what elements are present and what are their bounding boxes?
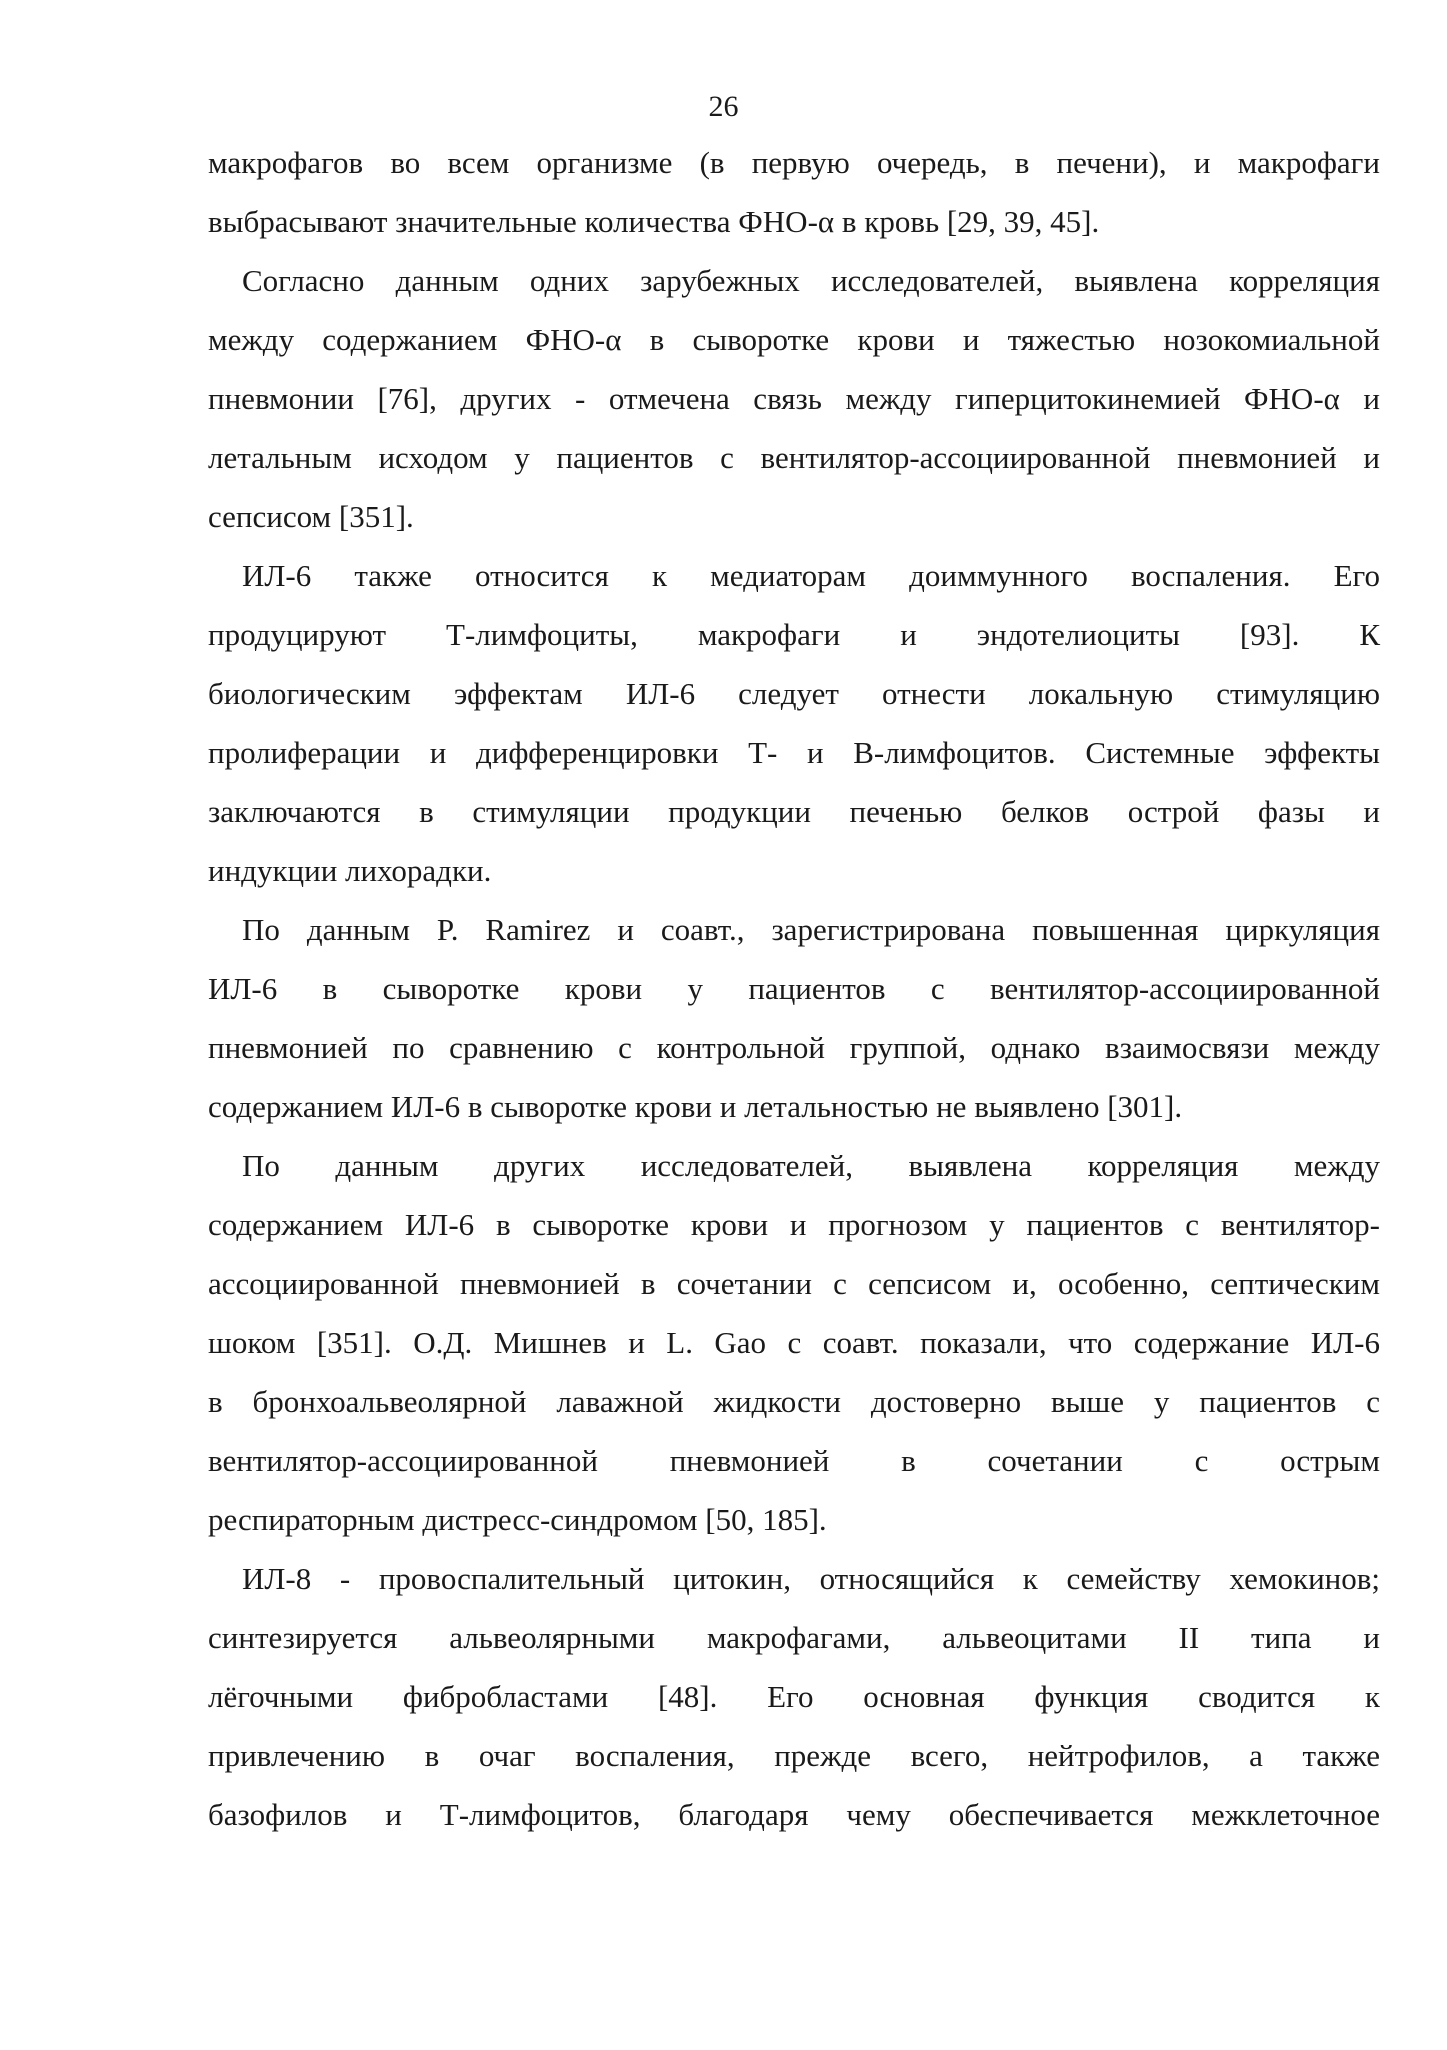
text-line: синтезируется альвеолярными макрофагами, альвеоцитами II типа и <box>208 1620 1380 1655</box>
page-number: 26 <box>708 90 739 123</box>
text-line: пролиферации и дифференцировки Т- и В-лимфоцитов. Системные эффекты <box>208 735 1380 770</box>
paragraph <box>208 133 1380 251</box>
text-line: респираторным дистресс-синдромом [50, 185]. <box>208 1502 827 1537</box>
text-line: сепсисом [351]. <box>208 499 414 534</box>
text-line: ИЛ-6 также относится к медиаторам доиммунного воспаления. Его <box>242 558 1380 593</box>
paragraph <box>208 1136 1380 1549</box>
text-line: в бронхоальвеолярной лаважной жидкости достоверно выше у пациентов с <box>208 1384 1380 1419</box>
text-line: привлечению в очаг воспаления, прежде всего, нейтрофилов, а также <box>208 1738 1380 1773</box>
body-text <box>208 133 1380 1844</box>
text-line: биологическим эффектам ИЛ-6 следует отнести локальную стимуляцию <box>208 676 1380 711</box>
text-line: летальным исходом у пациентов с вентилятор-ассоциированной пневмонией и <box>208 440 1380 475</box>
text-line: Согласно данным одних зарубежных исследователей, выявлена корреляция <box>242 263 1380 298</box>
text-line: ИЛ-6 в сыворотке крови у пациентов с вентилятор-ассоциированной <box>208 971 1380 1006</box>
text-line: вентилятор-ассоциированной пневмонией в сочетании с острым <box>208 1443 1380 1478</box>
text-line: заключаются в стимуляции продукции печенью белков острой фазы и <box>208 794 1380 829</box>
text-line: шоком [351]. О.Д. Мишнев и L. Gao с соавт. показали, что содержание ИЛ-6 <box>208 1325 1380 1360</box>
paragraph <box>208 1549 1380 1844</box>
paragraph <box>208 251 1380 546</box>
text-line: содержанием ИЛ-6 в сыворотке крови и летальностью не выявлено [301]. <box>208 1089 1183 1124</box>
text-line: содержанием ИЛ-6 в сыворотке крови и прогнозом у пациентов с вентилятор- <box>208 1207 1380 1242</box>
text-line: макрофагов во всем организме (в первую очередь, в печени), и макрофаги <box>208 145 1380 180</box>
text-line: выбрасывают значительные количества ФНО-α в кровь [29, 39, 45]. <box>208 204 1100 239</box>
text-line: По данным других исследователей, выявлена корреляция между <box>242 1148 1380 1183</box>
paragraph <box>208 900 1380 1136</box>
text-line: пневмонией по сравнению с контрольной группой, однако взаимосвязи между <box>208 1030 1380 1065</box>
text-line: ИЛ-8 - провоспалительный цитокин, относящийся к семейству хемокинов; <box>242 1561 1380 1596</box>
text-line: между содержанием ФНО-α в сыворотке крови и тяжестью нозокомиальной <box>208 322 1380 357</box>
text-line: базофилов и Т-лимфоцитов, благодаря чему обеспечивается межклеточное <box>208 1797 1380 1832</box>
paragraph <box>208 546 1380 900</box>
text-line: индукции лихорадки. <box>208 853 492 888</box>
text-line: пневмонии [76], других - отмечена связь между гиперцитокинемией ФНО-α и <box>208 381 1380 416</box>
text-line: продуцируют Т-лимфоциты, макрофаги и эндотелиоциты [93]. К <box>208 617 1380 652</box>
text-line: лёгочными фибробластами [48]. Его основная функция сводится к <box>208 1679 1380 1714</box>
text-line: ассоциированной пневмонией в сочетании с сепсисом и, особенно, септическим <box>208 1266 1380 1301</box>
text-line: По данным P. Ramirez и соавт., зарегистрирована повышенная циркуляция <box>242 912 1380 947</box>
